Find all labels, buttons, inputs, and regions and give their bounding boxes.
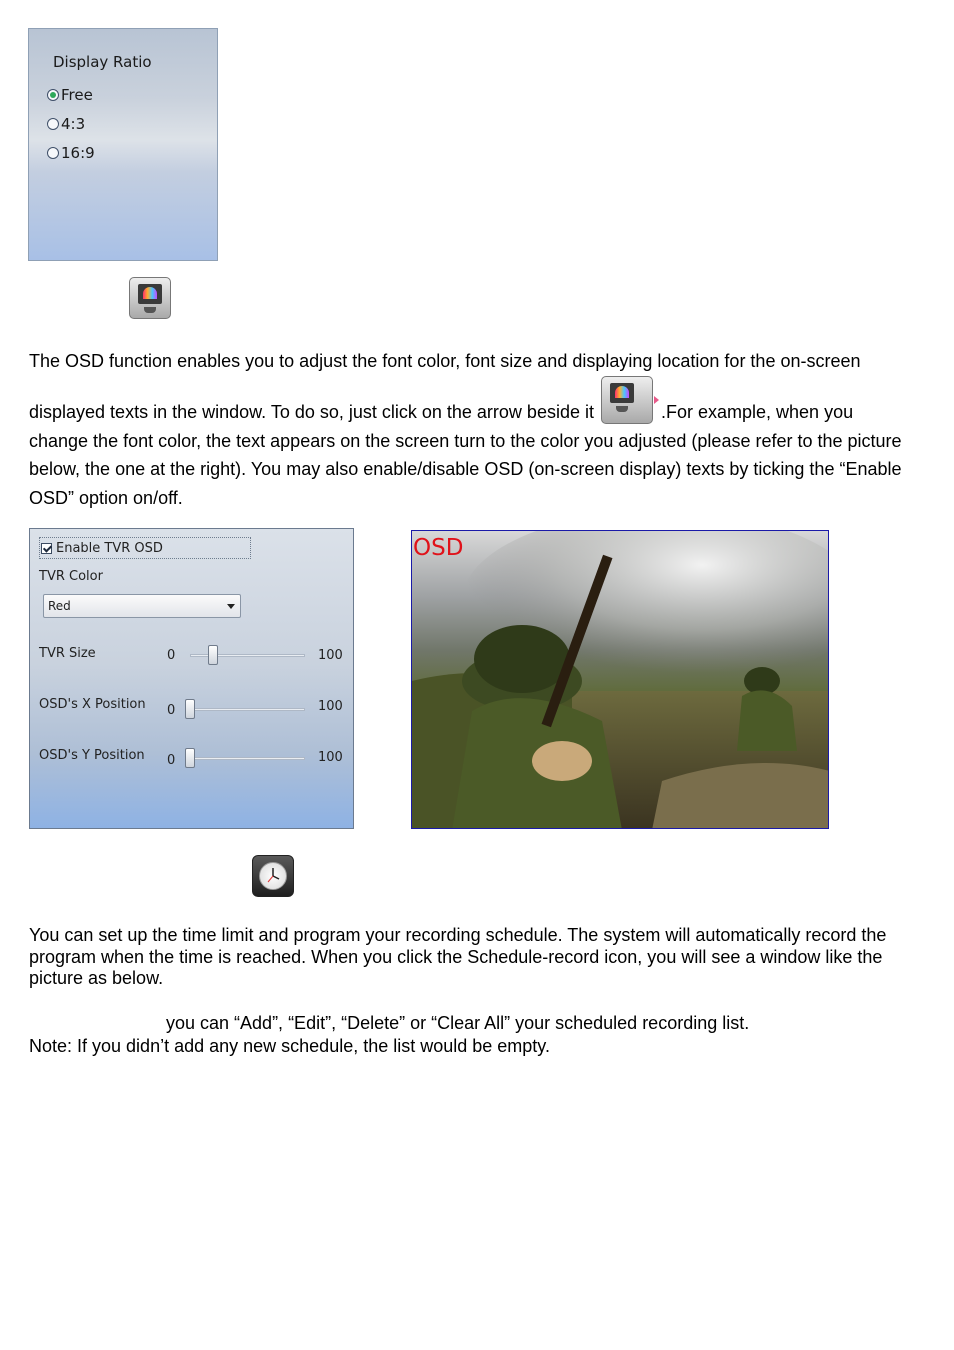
display-ratio-panel xyxy=(28,28,218,261)
ratio-option-label: Free xyxy=(61,86,93,104)
slider-min: 0 xyxy=(167,753,176,768)
osd-preview-image xyxy=(411,530,829,829)
osd-intro-line2b: .For example, when you xyxy=(661,402,854,422)
enable-osd-checkbox[interactable] xyxy=(41,543,52,554)
clock-icon[interactable] xyxy=(252,855,294,897)
soldier-scene-image xyxy=(412,531,829,829)
ratio-option-free[interactable] xyxy=(47,86,93,104)
chevron-down-icon xyxy=(227,604,235,609)
radio-16-9[interactable] xyxy=(47,147,59,159)
tvr-size-slider-thumb[interactable] xyxy=(208,645,218,665)
tvr-color-select[interactable] xyxy=(43,594,241,618)
osd-x-slider-track[interactable] xyxy=(190,708,305,711)
osd-settings-panel xyxy=(29,528,354,829)
slider-min: 0 xyxy=(167,648,176,663)
enable-osd-label: Enable TVR OSD xyxy=(56,540,163,556)
schedule-paragraph: You can set up the time limit and program your recording schedule. The system will automatically record the program when the time is reached. When you click the Schedule-record icon, you will see a window like the picture as below. xyxy=(29,925,887,988)
radio-4-3[interactable] xyxy=(47,118,59,130)
display-ratio-title: Display Ratio xyxy=(53,53,152,71)
osd-intro-line2a: displayed texts in the window. To do so, just click on the arrow beside it xyxy=(29,402,594,422)
osd-intro-line1: The OSD function enables you to adjust the font color, font size and displaying location for the on-screen xyxy=(29,351,861,371)
osd-x-position-label: OSD's X Position xyxy=(39,697,146,712)
osd-y-slider-track[interactable] xyxy=(190,757,305,760)
radio-free[interactable] xyxy=(47,89,59,101)
osd-intro-paragraph xyxy=(29,376,929,512)
ratio-option-label: 4:3 xyxy=(61,115,86,133)
tvr-size-label: TVR Size xyxy=(39,646,96,661)
osd-y-slider-thumb[interactable] xyxy=(185,748,195,768)
slider-min: 0 xyxy=(167,703,176,718)
schedule-actions-text: you can “Add”, “Edit”, “Delete” or “Clear All” your scheduled recording list. xyxy=(166,1013,750,1033)
osd-x-slider-thumb[interactable] xyxy=(185,699,195,719)
slider-max: 100 xyxy=(318,750,343,765)
ratio-option-label: 16:9 xyxy=(61,144,95,162)
osd-overlay-text: OSD xyxy=(413,535,464,561)
tvr-color-value: Red xyxy=(48,599,71,613)
osd-monitor-icon[interactable] xyxy=(129,277,171,319)
osd-y-position-label: OSD's Y Position xyxy=(39,748,145,763)
ratio-option-16-9[interactable] xyxy=(47,144,95,162)
tvr-color-label: TVR Color xyxy=(39,569,103,584)
schedule-note: Note: If you didn’t add any new schedule, the list would be empty. xyxy=(29,1036,550,1056)
osd-arrow-icon[interactable] xyxy=(601,376,659,424)
osd-intro-rest: change the font color, the text appears on the screen turn to the color you adjusted (please refer to the picture below, the one at the right). You may also enable/disable OSD (on-screen display) texts by ticking the “Enable OSD” option on/off. xyxy=(29,430,902,508)
ratio-option-4-3[interactable] xyxy=(47,115,85,133)
slider-max: 100 xyxy=(318,648,343,663)
enable-osd-checkbox-row[interactable] xyxy=(39,537,251,559)
slider-max: 100 xyxy=(318,699,343,714)
